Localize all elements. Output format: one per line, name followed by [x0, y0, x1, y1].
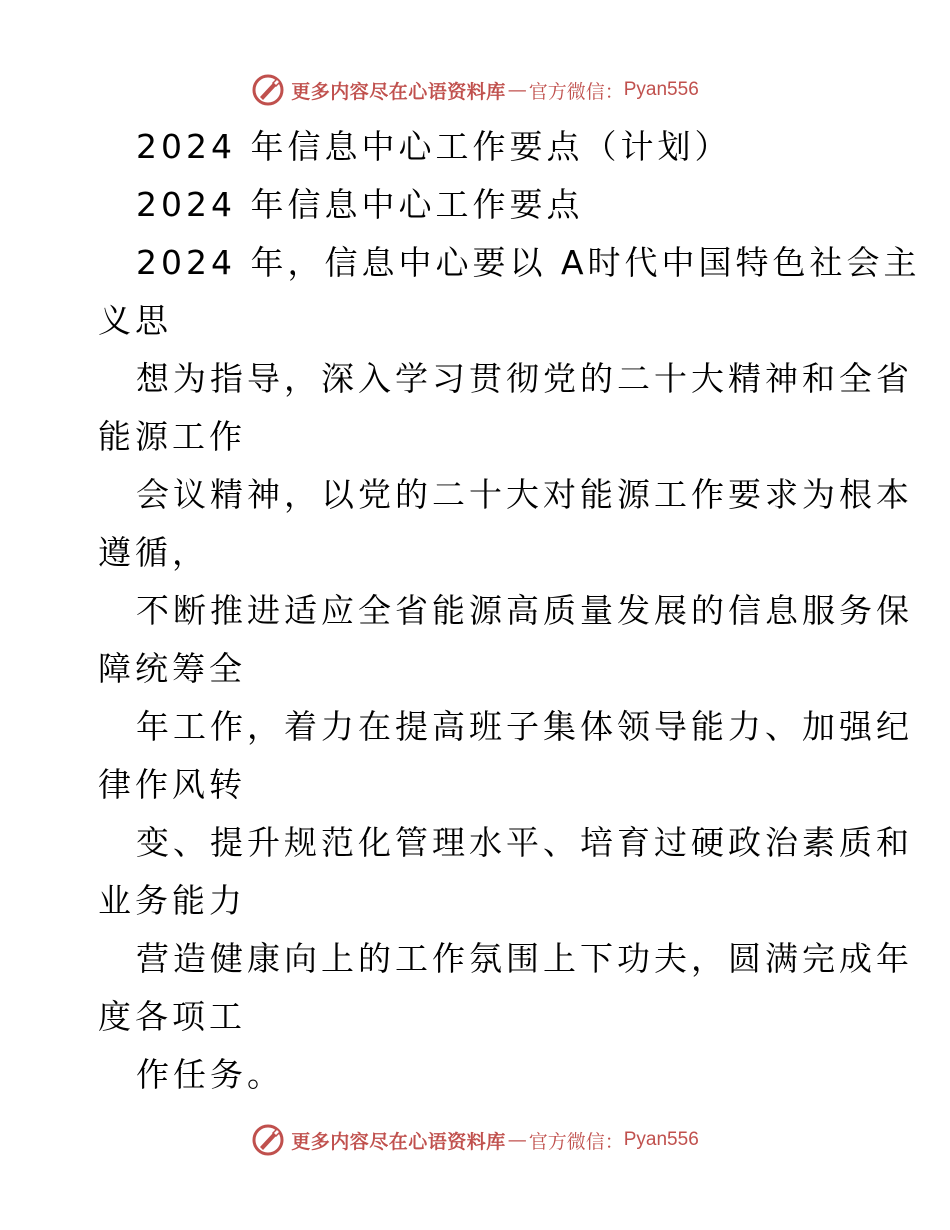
doc-line: 业务能力 — [98, 881, 246, 920]
banner-text: 更多内容尽在心语资料库 — [291, 1130, 506, 1153]
doc-line: 律作风转 — [98, 765, 246, 804]
doc-line: 变、提升规范化管理水平、培育过硬政治素质和 — [136, 823, 913, 862]
pen-logo-icon — [251, 1123, 285, 1157]
banner-wechat-label: 官方微信： — [528, 80, 624, 103]
pen-logo-icon — [251, 73, 285, 107]
banner-wechat-id: Pyan556 — [623, 79, 699, 100]
doc-line: 营造健康向上的工作氛围上下功夫，圆满完成年 — [136, 939, 913, 978]
banner-separator: — — [507, 79, 527, 101]
document-body — [98, 118, 921, 1104]
banner-text: 更多内容尽在心语资料库 — [291, 80, 506, 103]
doc-line: 年工作，着力在提高班子集体领导能力、加强纪 — [136, 707, 913, 746]
doc-line: 度各项工 — [98, 997, 246, 1036]
doc-line: 障统筹全 — [98, 649, 246, 688]
doc-line: 义思 — [98, 301, 172, 340]
footer-watermark-banner — [0, 1120, 950, 1160]
doc-line: 不断推进适应全省能源高质量发展的信息服务保 — [136, 591, 913, 630]
banner-wechat-id: Pyan556 — [623, 1129, 699, 1150]
banner-wechat-label: 官方微信： — [528, 1130, 624, 1153]
doc-line: 能源工作 — [98, 417, 246, 456]
doc-line: 2024 年信息中心工作要点（计划） — [136, 127, 732, 166]
doc-line: 会议精神，以党的二十大对能源工作要求为根本 — [136, 475, 913, 514]
doc-line: 想为指导，深入学习贯彻党的二十大精神和全省 — [136, 359, 913, 398]
doc-line: 遵循， — [98, 533, 209, 572]
doc-line: 2024 年，信息中心要以 A时代中国特色社会主 — [136, 243, 921, 282]
banner-separator: — — [507, 1129, 527, 1151]
doc-line: 2024 年信息中心工作要点 — [136, 185, 584, 224]
header-watermark-banner — [0, 70, 950, 110]
doc-line: 作任务。 — [136, 1055, 284, 1094]
